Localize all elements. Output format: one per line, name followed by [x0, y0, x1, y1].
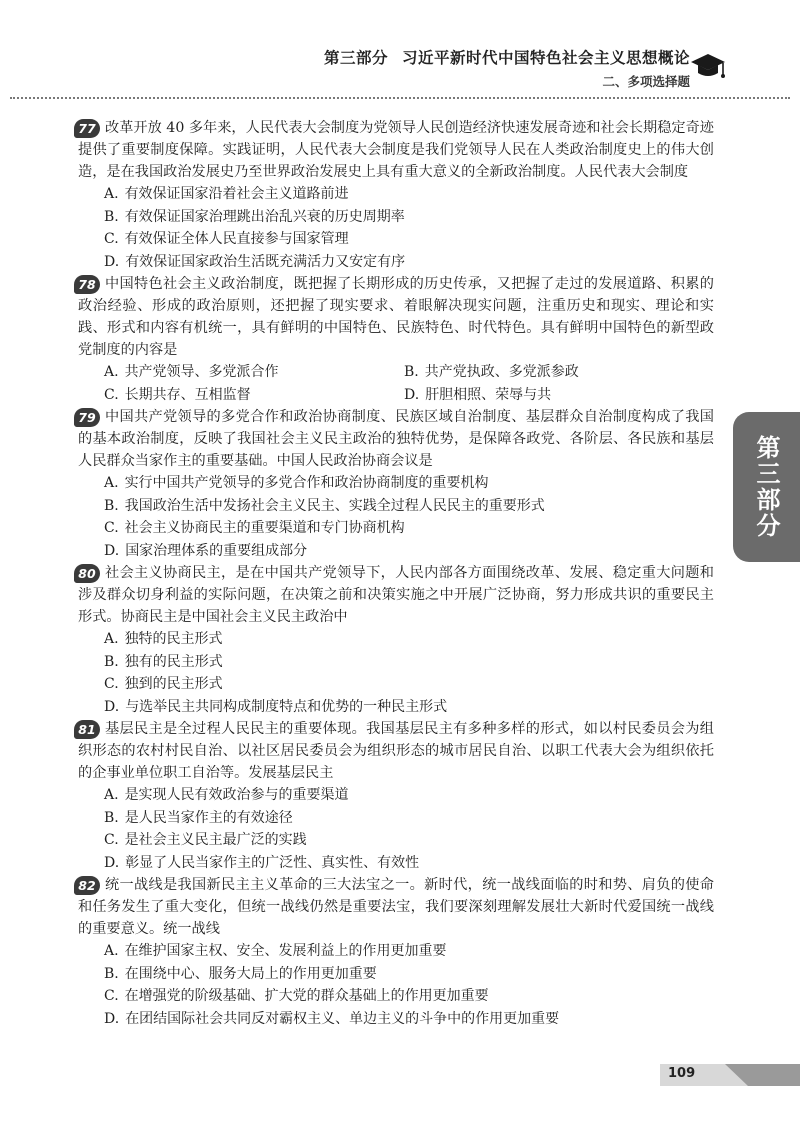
option-b: B. 我国政治生活中发扬社会主义民主、实践全过程人民民主的重要形式	[104, 497, 545, 514]
question-77	[78, 117, 714, 273]
option-c: C. 社会主义协商民主的重要渠道和专门协商机构	[104, 520, 405, 536]
running-title	[324, 46, 690, 68]
page-number: 109	[668, 1066, 696, 1081]
chapter-tab	[733, 412, 800, 562]
question-number-badge: 78	[74, 275, 100, 294]
graduation-cap-icon	[690, 50, 726, 84]
question-80	[78, 562, 714, 718]
option-d: D. 与选举民主共同构成制度特点和优势的一种民主形式	[104, 698, 448, 715]
option-list	[78, 628, 714, 718]
option-b: B. 有效保证国家治理跳出治乱兴衰的历史周期率	[104, 208, 405, 225]
option-b: B. 共产党执政、多党派参政	[404, 364, 579, 380]
running-title-text: 习近平新时代中国特色社会主义思想概论	[401, 49, 690, 67]
option-a: A. 有效保证国家沿着社会主义道路前进	[104, 186, 349, 202]
option-a: A. 共产党领导、多党派合作	[104, 364, 279, 380]
option-c: C. 长期共存、互相监督	[104, 386, 251, 403]
chapter-tab-label: 第三部分	[752, 435, 780, 539]
option-c: C. 有效保证全体人民直接参与国家管理	[104, 231, 349, 247]
question-number-badge: 81	[74, 720, 100, 739]
option-d: D. 肝胆相照、荣辱与共	[404, 386, 552, 403]
option-d: D. 彰显了人民当家作主的广泛性、真实性、有效性	[104, 854, 420, 871]
running-title-part: 第三部分	[323, 49, 388, 67]
option-a: A. 是实现人民有效政治参与的重要渠道	[104, 787, 349, 803]
option-list	[78, 784, 714, 874]
question-number-badge: 80	[74, 564, 100, 583]
option-b: B. 独有的民主形式	[104, 653, 223, 670]
option-d: D. 国家治理体系的重要组成部分	[104, 542, 308, 559]
option-list	[78, 940, 714, 1030]
option-b: B. 是人民当家作主的有效途径	[104, 809, 293, 826]
option-a: A. 实行中国共产党领导的多党合作和政治协商制度的重要机构	[104, 475, 489, 491]
option-list	[78, 183, 714, 273]
question-stem: 中国共产党领导的多党合作和政治协商制度、民族区域自治制度、基层群众自治制度构成了我国的基本政治制度，反映了我国社会主义民主政治的独特优势，是保障各政党、各阶层、各民族和基层人民群众当家作主的重要基础。中国人民政治协商会议是	[78, 409, 714, 469]
question-stem: 社会主义协商民主，是在中国共产党领导下，人民内部各方面围绕改革、发展、稳定重大问题和涉及群众切身利益的实际问题，在决策之前和决策实施之中开展广泛协商，努力形成共识的重要民主形式。协商民主是中国社会主义民主政治中	[78, 565, 714, 625]
question-stem: 中国特色社会主义政治制度，既把握了长期形成的历史传承，又把握了走过的发展道路、积累的政治经验、形成的政治原则，还把握了现实要求、着眼解决现实问题，注重历史和现实、理论和实践、形式和内容有机统一，具有鲜明的中国特色、民族特色、时代特色。具有鲜明中国特色的新型政党制度的内容是	[78, 276, 714, 358]
page-footer-bar	[630, 1062, 800, 1088]
question-stem: 统一战线是我国新民主主义革命的三大法宝之一。新时代，统一战线面临的时和势、肩负的使命和任务发生了重大变化，但统一战线仍然是重要法宝，我们要深刻理解发展壮大新时代爱国统一战线的重要意义。统一战线	[78, 877, 714, 937]
option-c: C. 独到的民主形式	[104, 676, 223, 692]
question-list	[78, 117, 714, 1030]
question-number-badge: 79	[74, 408, 100, 427]
question-81	[78, 718, 714, 874]
option-d: D. 有效保证国家政治生活既充满活力又安定有序	[104, 253, 406, 270]
question-stem: 基层民主是全过程人民民主的重要体现。我国基层民主有多种多样的形式，如以村民委员会为组织形态的农村村民自治、以社区居民委员会为组织形态的城市居民自治、以职工代表大会为组织依托的企事业单位职工自治等。发展基层民主	[78, 721, 714, 781]
question-78	[78, 273, 714, 406]
question-stem: 改革开放 40 多年来，人民代表大会制度为党领导人民创造经济快速发展奇迹和社会长期稳定奇迹提供了重要制度保障。实践证明，人民代表大会制度是我们党领导人民在人类政治制度史上的伟大创造，是在我国政治发展史乃至世界政治发展史上具有重大意义的全新政治制度。人民代表大会制度	[78, 120, 714, 180]
question-number-badge: 82	[74, 876, 100, 895]
question-79	[78, 406, 714, 562]
option-list	[78, 472, 714, 562]
option-a: A. 在维护国家主权、安全、发展利益上的作用更加重要	[104, 943, 447, 959]
question-82	[78, 874, 714, 1030]
option-d: D. 在团结国际社会共同反对霸权主义、单边主义的斗争中的作用更加重要	[104, 1010, 560, 1027]
header-divider	[10, 97, 790, 99]
option-b: B. 在围绕中心、服务大局上的作用更加重要	[104, 965, 377, 982]
option-list	[78, 361, 714, 406]
question-number-badge: 77	[74, 119, 100, 138]
page-header	[0, 0, 800, 100]
option-c: C. 是社会主义民主最广泛的实践	[104, 832, 307, 848]
section-title: 二、多项选择题	[602, 74, 690, 89]
option-c: C. 在增强党的阶级基础、扩大党的群众基础上的作用更加重要	[104, 988, 489, 1004]
option-a: A. 独特的民主形式	[104, 631, 223, 647]
